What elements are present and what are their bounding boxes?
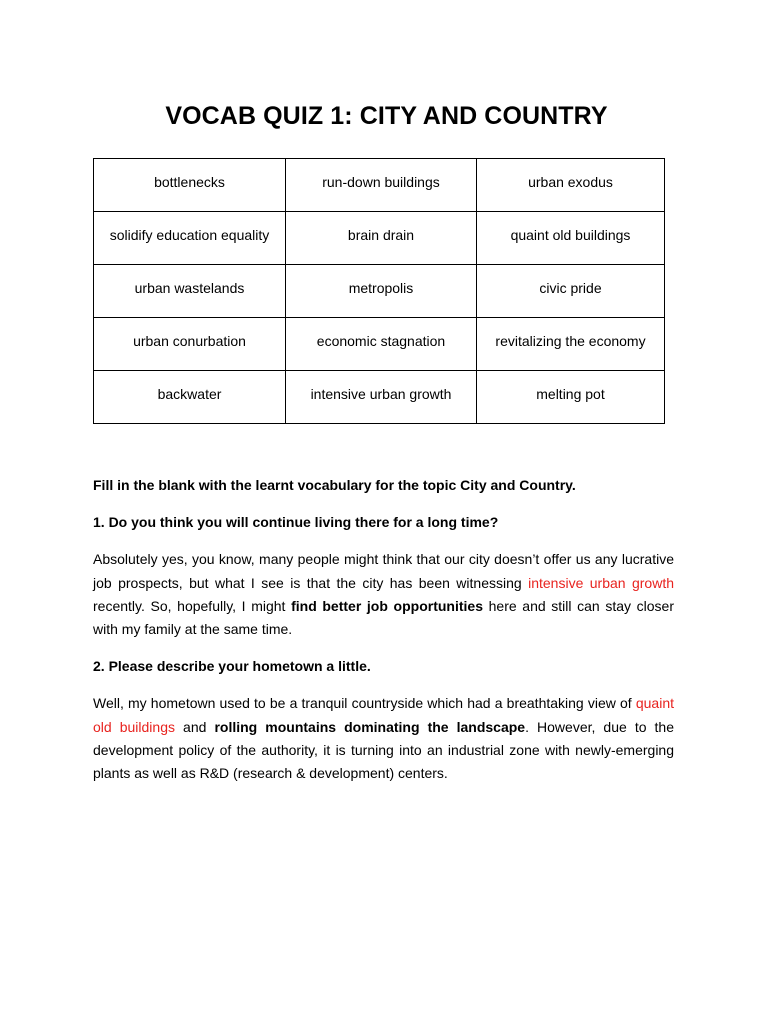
vocab-table-row [94,159,665,212]
page-title: VOCAB QUIZ 1: CITY AND COUNTRY [165,102,608,130]
vocab-table-cell: intensive urban growth [286,371,477,424]
vocab-table-cell: urban wastelands [94,265,286,318]
vocab-table-cell: civic pride [477,265,665,318]
answer-2 [93,692,674,785]
answer-2-text: Well, my hometown used to be a tranquil countryside which had a breathtaking view of [93,695,636,712]
answer-2-text: . However, due to the development policy of the authority, it is turning into an industrial zone with newly-emerging plants as well as R&D (research & development) centers. [93,718,675,782]
vocab-table-cell: quaint old buildings [477,212,665,265]
vocab-table-cell: metropolis [286,265,477,318]
answer-1-highlight-bold: find better job opportunities [291,597,483,614]
vocab-table-cell: revitalizing the economy [477,318,665,371]
vocab-table-row [94,265,665,318]
answer-2-text: and [175,718,215,735]
quiz-content [93,474,674,799]
vocab-table-row [94,318,665,371]
vocab-table-cell: bottlenecks [94,159,286,212]
vocab-table [93,158,665,424]
vocab-table-cell: solidify education equality [94,212,286,265]
answer-1 [93,548,674,641]
question-2: 2. Please describe your hometown a little. [93,658,371,675]
vocab-table-row [94,371,665,424]
answer-1-text: here and still can stay closer with my family at the same time. [93,597,674,638]
vocab-table-row [94,212,665,265]
answer-1-text: Absolutely yes, you know, many people might think that our city doesn’t offer us any lucrative job prospects, but what I see is that the city has been witnessing [93,551,674,591]
vocab-table-cell: brain drain [286,212,477,265]
vocab-table-cell: urban exodus [477,159,665,212]
answer-1-highlight-red: intensive urban growth [528,574,674,591]
vocab-table-cell: backwater [94,371,286,424]
instruction-text: Fill in the blank with the learnt vocabulary for the topic City and Country. [93,477,576,493]
answer-2-highlight-red: quaint old buildings [93,695,674,735]
vocab-table-cell: economic stagnation [286,318,477,371]
question-1: 1. Do you think you will continue living there for a long time? [93,514,499,531]
vocab-table-cell: melting pot [477,371,665,424]
vocab-table-body [94,159,665,424]
vocab-table-cell: run-down buildings [286,159,477,212]
vocab-table-cell: urban conurbation [94,318,286,371]
answer-1-text: recently. So, hopefully, I might [93,597,292,614]
answer-2-highlight-bold: rolling mountains dominating the landscape [214,718,526,735]
